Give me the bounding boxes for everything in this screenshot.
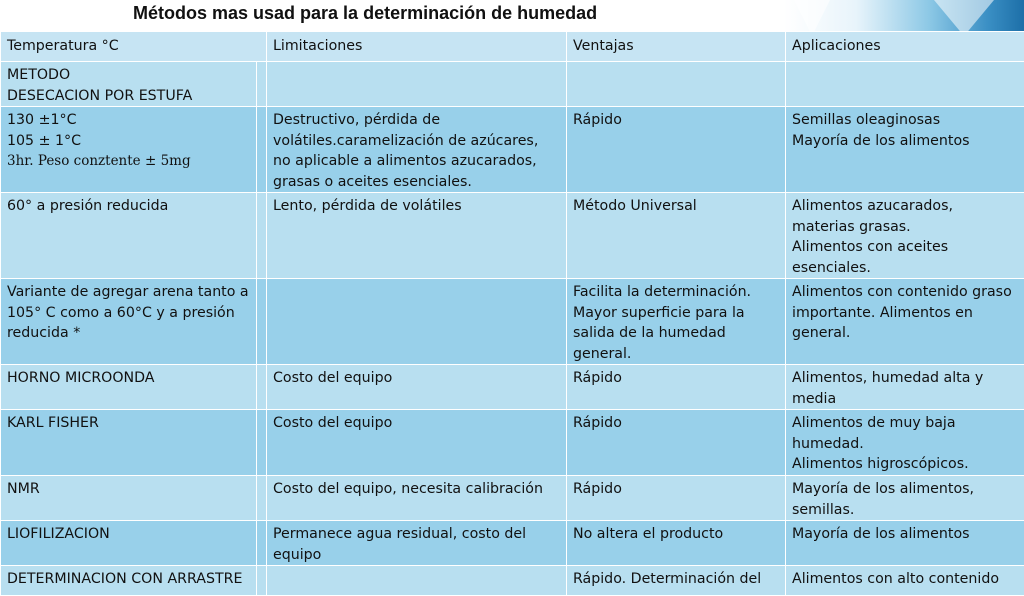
cell-text: 60° a presión reducida	[7, 196, 250, 217]
cell-text: Semillas oleaginosas	[792, 110, 1018, 131]
cell-text: Rápido	[573, 479, 779, 500]
cell-temperatura	[1, 365, 257, 410]
cell-temperatura	[1, 193, 257, 279]
cell-spacer	[257, 365, 267, 410]
cell-aplicaciones	[786, 193, 1024, 279]
cell-aplicaciones	[786, 410, 1024, 476]
cell-ventajas	[567, 62, 786, 107]
cell-spacer	[257, 279, 267, 365]
cell-text: LIOFILIZACION	[7, 524, 250, 545]
cell-text: Método Universal	[573, 196, 779, 217]
cell-ventajas	[567, 521, 786, 566]
cell-temperatura	[1, 521, 257, 566]
cell-aplicaciones	[786, 521, 1024, 566]
cell-limitaciones	[267, 107, 567, 193]
cell-aplicaciones	[786, 107, 1024, 193]
cell-text: Costo del equipo, necesita calibración	[273, 479, 560, 500]
cell-text: Alimentos azucarados, materias grasas.	[792, 196, 1018, 237]
cell-text: METODO	[7, 65, 250, 86]
cell-text: Rápido	[573, 110, 779, 131]
column-header-temperatura: Temperatura °C	[1, 32, 267, 62]
cell-text: Mayoría de los alimentos	[792, 524, 1018, 545]
moisture-methods-table	[0, 31, 1024, 596]
cell-note: 3hr. Peso conztente ± 5mg	[7, 151, 250, 172]
cell-text: Alimentos, humedad alta y media	[792, 368, 1018, 409]
cell-text: HORNO MICROONDA	[7, 368, 250, 389]
cell-ventajas	[567, 476, 786, 521]
cell-limitaciones	[267, 365, 567, 410]
column-header-limitaciones: Limitaciones	[267, 32, 567, 62]
table-row	[1, 279, 1024, 365]
cell-text: Mayoría de los alimentos, semillas.	[792, 479, 1018, 520]
column-header-ventajas: Ventajas	[567, 32, 786, 62]
cell-text: Destructivo, pérdida de volátiles.caramelización de azúcares, no aplicable a alimentos azucarados, grasas o aceites esenciales.	[273, 110, 560, 192]
cell-text: Lento, pérdida de volátiles	[273, 196, 560, 217]
cell-limitaciones	[267, 279, 567, 365]
cell-temperatura	[1, 279, 257, 365]
cell-temperatura	[1, 62, 257, 107]
cell-ventajas	[567, 279, 786, 365]
cell-limitaciones	[267, 566, 567, 596]
table-row	[1, 107, 1024, 193]
page-title: Métodos mas usad para la determinación de humedad	[133, 3, 597, 24]
cell-spacer	[257, 476, 267, 521]
table-body	[1, 32, 1024, 596]
table-row	[1, 410, 1024, 476]
cell-text: No altera el producto	[573, 524, 779, 545]
cell-text: Alimentos con alto contenido	[792, 569, 1018, 590]
cell-ventajas	[567, 193, 786, 279]
table-row	[1, 566, 1024, 596]
cell-ventajas	[567, 566, 786, 596]
cell-temperatura	[1, 107, 257, 193]
cell-aplicaciones	[786, 365, 1024, 410]
cell-text: Alimentos higroscópicos.	[792, 454, 1018, 475]
cell-text: 130 ±1°C	[7, 110, 250, 131]
cell-ventajas	[567, 107, 786, 193]
cell-temperatura	[1, 566, 257, 596]
table-row	[1, 365, 1024, 410]
cell-text: DESECACION POR ESTUFA	[7, 86, 250, 107]
cell-text: 105 ± 1°C	[7, 131, 250, 152]
cell-ventajas	[567, 365, 786, 410]
table-row	[1, 193, 1024, 279]
cell-text: Alimentos con contenido graso importante. Alimentos en general.	[792, 282, 1018, 344]
cell-temperatura	[1, 410, 257, 476]
cell-aplicaciones	[786, 476, 1024, 521]
cell-limitaciones	[267, 476, 567, 521]
cell-text: Facilita la determinación. Mayor superficie para la salida de la humedad general.	[573, 282, 779, 364]
cell-text: Alimentos con aceites esenciales.	[792, 237, 1018, 278]
cell-text: Variante de agregar arena tanto a 105° C como a 60°C y a presión reducida *	[7, 282, 250, 344]
cell-spacer	[257, 62, 267, 107]
cell-aplicaciones	[786, 279, 1024, 365]
table-row	[1, 62, 1024, 107]
cell-temperatura	[1, 476, 257, 521]
cell-aplicaciones	[786, 566, 1024, 596]
cell-spacer	[257, 410, 267, 476]
cell-text: DETERMINACION CON ARRASTRE	[7, 569, 250, 590]
cell-ventajas	[567, 410, 786, 476]
cell-text: Costo del equipo	[273, 413, 560, 434]
cell-text: Rápido	[573, 368, 779, 389]
table-row	[1, 476, 1024, 521]
cell-text: Alimentos de muy baja humedad.	[792, 413, 1018, 454]
cell-limitaciones	[267, 62, 567, 107]
cell-spacer	[257, 193, 267, 279]
cell-aplicaciones	[786, 62, 1024, 107]
cell-text: KARL FISHER	[7, 413, 250, 434]
cell-text: NMR	[7, 479, 250, 500]
cell-text: Costo del equipo	[273, 368, 560, 389]
cell-spacer	[257, 107, 267, 193]
cell-spacer	[257, 566, 267, 596]
header-row	[1, 32, 1024, 62]
column-header-aplicaciones: Aplicaciones	[786, 32, 1024, 62]
cell-text: Rápido	[573, 413, 779, 434]
cell-limitaciones	[267, 521, 567, 566]
cell-text: Permanece agua residual, costo del equipo	[273, 524, 560, 565]
table-row	[1, 521, 1024, 566]
cell-limitaciones	[267, 410, 567, 476]
cell-text: Mayoría de los alimentos	[792, 131, 1018, 152]
cell-text: Rápido. Determinación del	[573, 569, 779, 590]
cell-limitaciones	[267, 193, 567, 279]
cell-spacer	[257, 521, 267, 566]
